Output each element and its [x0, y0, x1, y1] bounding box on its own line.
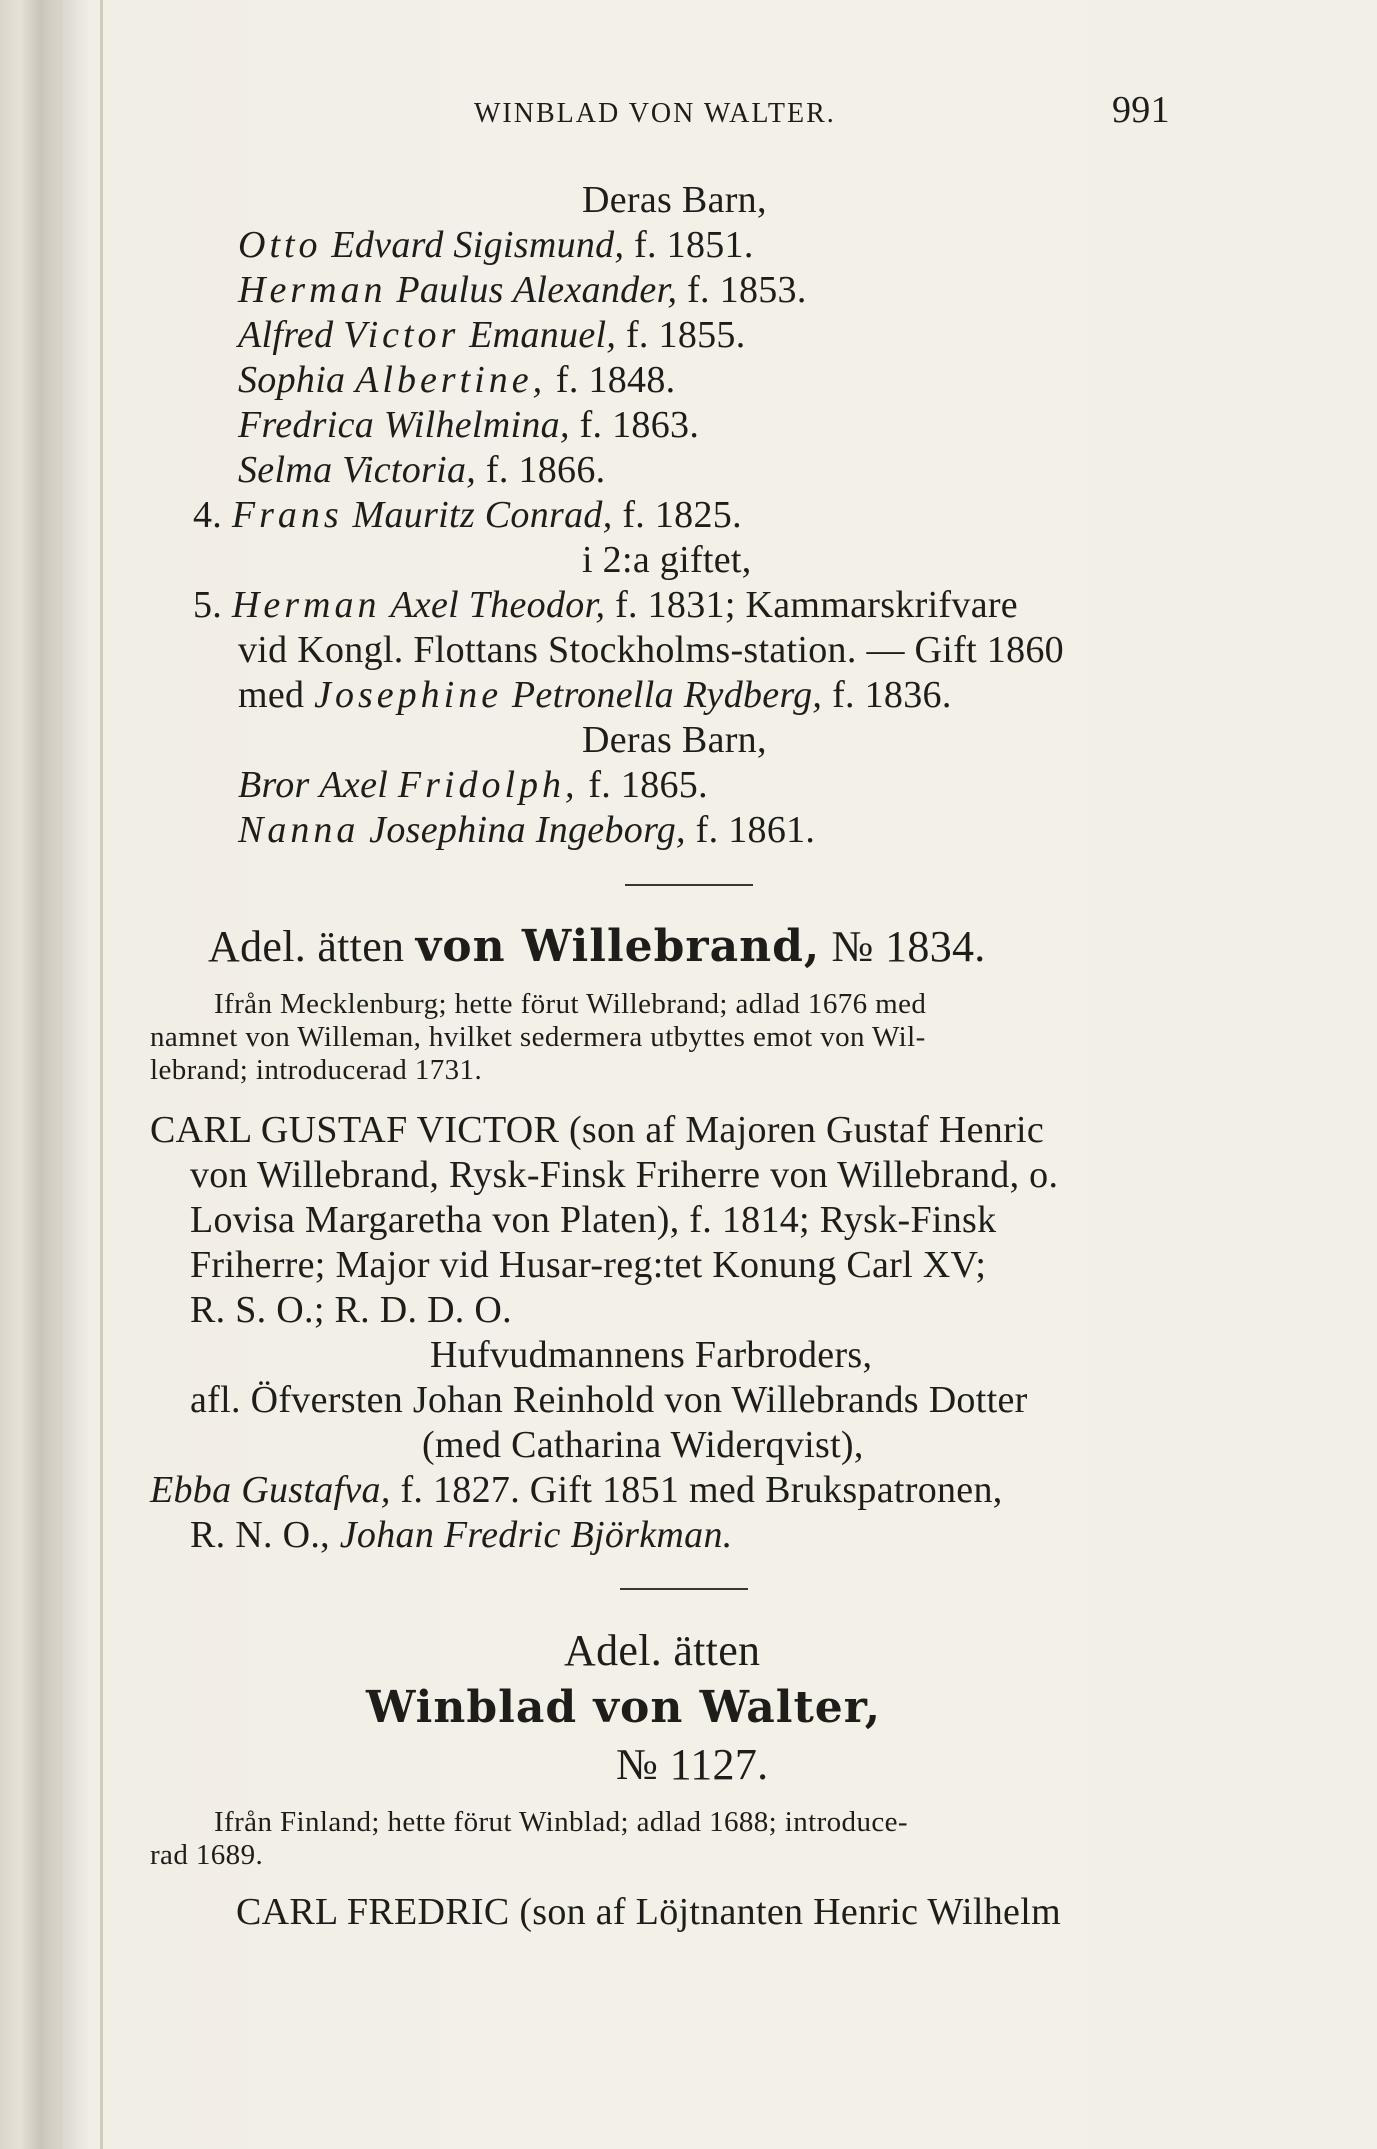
- running-title: WINBLAD VON WALTER.: [474, 98, 836, 129]
- entry-line: Otto Edvard Sigismund, f. 1851.: [238, 224, 754, 266]
- subheading-deras-barn: Deras Barn,: [582, 179, 767, 221]
- subheading-deras-barn: Deras Barn,: [582, 719, 767, 761]
- subheading-farbroders: Hufvudmannens Farbroders,: [430, 1334, 873, 1376]
- entry-line: Alfred Victor Emanuel, f. 1855.: [238, 314, 746, 356]
- entry-line: vid Kongl. Flottans Stockholms-station. — Gift 1860: [238, 629, 1064, 671]
- section-heading-winblad-name: Winblad von Walter,: [366, 1682, 882, 1733]
- intro-line: Ifrån Mecklenburg; hette förut Willebrand; adlad 1676 med: [214, 988, 927, 1020]
- intro-line: lebrand; introducerad 1731.: [150, 1054, 483, 1086]
- paragraph-line: afl. Öfversten Johan Reinhold von Willebrands Dotter: [190, 1379, 1028, 1421]
- paragraph-line: Friherre; Major vid Husar-reg:tet Konung Carl XV;: [190, 1244, 987, 1286]
- entry-line: 5. Herman Axel Theodor, f. 1831; Kammarskrifvare: [193, 584, 1018, 626]
- intro-line: Ifrån Finland; hette förut Winblad; adlad 1688; introduce-: [214, 1806, 908, 1838]
- paragraph-line: (med Catharina Widerqvist),: [422, 1424, 864, 1466]
- entry-line: Sophia Albertine, f. 1848.: [238, 359, 676, 401]
- paragraph-line: CARL GUSTAF VICTOR (son af Majoren Gustaf Henric: [150, 1109, 1045, 1151]
- entry-line: Bror Axel Fridolph, f. 1865.: [238, 764, 708, 806]
- section-heading-winblad: Adel. ätten: [564, 1626, 761, 1675]
- paragraph-line: Lovisa Margaretha von Platen), f. 1814; Rysk-Finsk: [190, 1199, 997, 1241]
- entry-line: 4. Frans Mauritz Conrad, f. 1825.: [193, 494, 742, 536]
- section-heading-winblad-number: № 1127.: [616, 1740, 769, 1789]
- section-heading-willebrand: Adel. ätten von Willebrand, № 1834.: [208, 921, 986, 972]
- entry-line: med Josephine Petronella Rydberg, f. 1836.: [238, 674, 952, 716]
- entry-line: Selma Victoria, f. 1866.: [238, 449, 606, 491]
- intro-line: rad 1689.: [150, 1839, 264, 1871]
- paragraph-line: R. N. O., Johan Fredric Björkman.: [190, 1514, 733, 1556]
- paragraph-line: CARL FREDRIC (son af Löjtnanten Henric Wilhelm: [236, 1891, 1061, 1933]
- section-divider: [620, 1588, 748, 1590]
- paragraph-line: Ebba Gustafva, f. 1827. Gift 1851 med Brukspatronen,: [150, 1469, 1003, 1511]
- entry-line: Herman Paulus Alexander, f. 1853.: [238, 269, 807, 311]
- page-number: 991: [1112, 89, 1170, 131]
- intro-line: namnet von Willeman, hvilket sedermera utbyttes emot von Wil-: [150, 1021, 926, 1053]
- subheading-second-marriage: i 2:a giftet,: [582, 539, 752, 581]
- paragraph-line: von Willebrand, Rysk-Finsk Friherre von Willebrand, o.: [190, 1154, 1059, 1196]
- section-divider: [625, 884, 753, 886]
- paragraph-line: R. S. O.; R. D. D. O.: [190, 1289, 512, 1331]
- entry-line: Fredrica Wilhelmina, f. 1863.: [238, 404, 700, 446]
- entry-line: Nanna Josephina Ingeborg, f. 1861.: [238, 809, 816, 851]
